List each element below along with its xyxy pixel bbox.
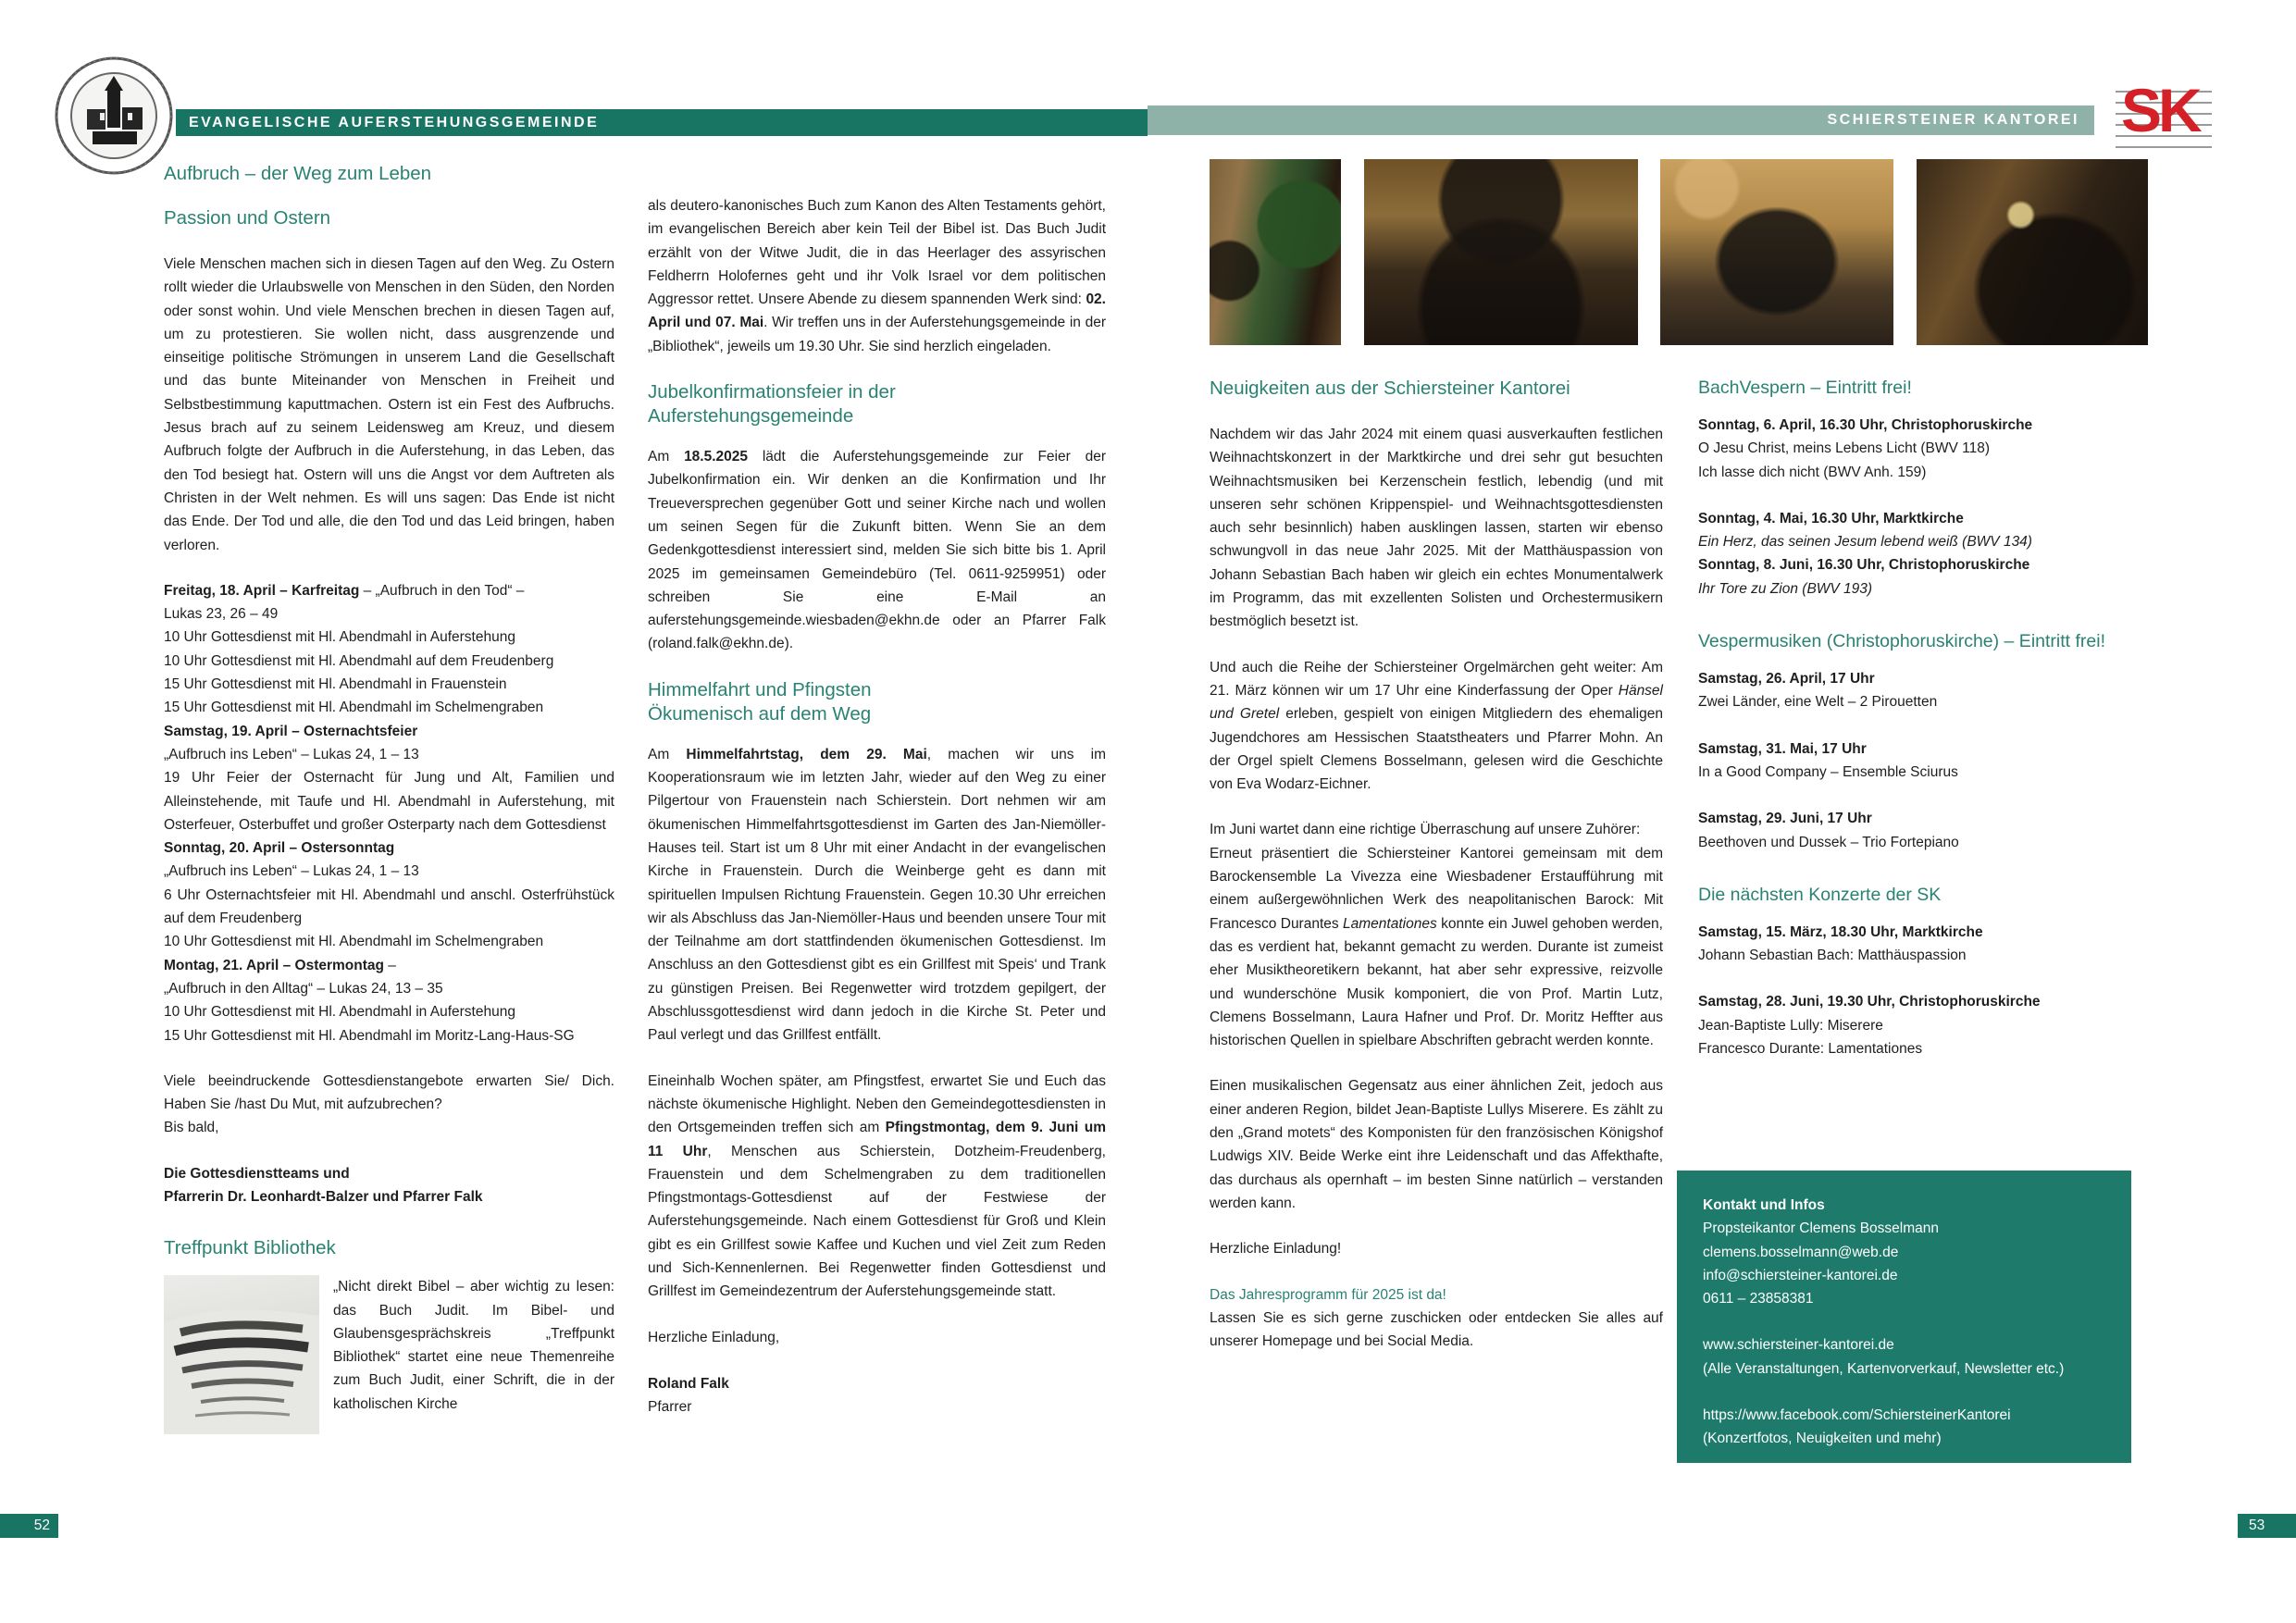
schedule-line: 10 Uhr Gottesdienst mit Hl. Abendmahl auf dem Freudenberg [164, 652, 554, 669]
section-title-neuigkeiten: Neuigkeiten aus der Schiersteiner Kantorei [1210, 378, 1570, 399]
event-line: In a Good Company – Ensemble Sciurus [1698, 763, 1958, 780]
gemeinde-seal-logo [54, 56, 174, 176]
kontakt-line [1703, 1381, 2105, 1404]
schedule-line: 6 Uhr Osternachtsfeier mit Hl. Abendmahl und anschl. Osterfrühstück auf dem Freudenberg [164, 886, 614, 927]
event-line [1698, 967, 2170, 990]
schedule-line: 10 Uhr Gottesdienst mit Hl. Abendmahl im Schelmengraben [164, 934, 544, 950]
jahresprogramm-title: Das Jahresprogramm für 2025 ist da! [1210, 1286, 1446, 1303]
lully-paragraph: Einen musikalischen Gegensatz aus einer ähnlichen Zeit, jedoch aus einer anderen Region, bildet Jean-Baptiste Lullys Miserere. Es zählt zu den „Grand motets“ des Komponisten für den französischen Königshof Ludwigs XIV. Beide Werke eint ihre Leidenschaft und das Affekthafte, das durchaus als opernhaft – im besten Sinne natürlich – verstanden werden kann. [1210, 1078, 1663, 1211]
left-page-header-title: EVANGELISCHE AUFERSTEHUNGSGEMEINDE [189, 114, 600, 130]
bible-photo [164, 1275, 319, 1434]
jahresprogramm-text: Lassen Sie es sich gerne zuschicken oder entdecken Sie alles auf unserer Homepage und bei Social Media. [1210, 1309, 1663, 1350]
durante-paragraph: Erneut präsentiert die Schiersteiner Kantorei gemeinsam mit dem Barockensemble La Vivezza eine Wiesbadener Erstaufführung mit einem außergewöhnlichen Werk des neapolitanischen Barock: Mit Francesco Durantes Lamentationes konnte ein Juwel gehoben werden, das es verdient hat, bekannt gemacht zu werden. Durante ist zumeist eher Musiktheoretikern bekannt, hat aber sehr expressive, reizvolle und wunderschöne Musik komponiert, die von Prof. Martin Lutz, Clemens Bosselmann, Laura Hafner und Prof. Dr. Moritz Heffter aus historischen Quellen in spielbare Abschriften gebracht werden konnte. [1210, 845, 1663, 1049]
schedule-line: Lukas 23, 26 – 49 [164, 606, 279, 623]
article-subtitle: Passion und Ostern [164, 207, 331, 229]
event-line: Samstag, 26. April, 17 Uhr [1698, 671, 1875, 688]
outro-line: Viele beeindruckende Gottesdienstangebote erwarten Sie/ Dich. Haben Sie /hast Du Mut, mit aufzubrechen? [164, 1072, 614, 1113]
signoff-line: Pfarrerin Dr. Leonhardt-Balzer und Pfarrer Falk [164, 1188, 483, 1205]
schedule-line: 19 Uhr Feier der Osternacht für Jung und Alt, Familien und Alleinstehende, mit Taufe und Hl. Abendmahl in Auferstehung, mit Osterfeuer, Osterbuffet und großer Osterparty nach dem Gottesdienst [164, 770, 614, 833]
neuigkeiten-paragraph: Nachdem wir das Jahr 2024 mit einem quasi ausverkauften festlichen Weihnachtskonzert in der Marktkirche und drei sehr gut besuchten Weihnachtsmusiken bei Kerzenschein festlich, lebendig (und mit unseren sehr schönen Krippenspiel- und Weihnachtsgottesdiensten auch sehr besinnlich) haben ausklingen lassen, starten wir ebenso schwungvoll in das neue Jahr 2025. Mit der Matthäuspassion von Johann Sebastian Bach haben wir gleich ein echtes Monumentalwerk im Programm, das mit exzellenten Solisten und Orchestermusikern bestmöglich besetzt ist. [1210, 427, 1663, 630]
right-page-column-1 [1210, 377, 1663, 1353]
schedule-line: 10 Uhr Gottesdienst mit Hl. Abendmahl in Auferstehung [164, 1004, 515, 1021]
title-line: Auferstehungsgemeinde [648, 405, 854, 427]
event-line: Samstag, 15. März, 18.30 Uhr, Marktkirche [1698, 923, 1983, 940]
event-line [1698, 784, 2170, 807]
title-line: Ökumenisch auf dem Weg [648, 702, 872, 725]
left-page-column-1 [164, 162, 614, 1434]
event-line: Sonntag, 4. Mai, 16.30 Uhr, Marktkirche [1698, 510, 1964, 527]
section-title-bibliothek: Treffpunkt Bibliothek [164, 1237, 336, 1259]
schedule-line: 15 Uhr Gottesdienst mit Hl. Abendmahl im Schelmengraben [164, 700, 544, 716]
kontakt-line: 0611 – 23858381 [1703, 1291, 1814, 1307]
article-title: Aufbruch – der Weg zum Leben [164, 163, 432, 184]
title-line: Jubelkonfirmationsfeier in der [648, 381, 896, 403]
pfingsten-paragraph: Eineinhalb Wochen später, am Pfingstfest, erwartet Sie und Euch das nächste ökumenische Highlight. Neben den Gemeindegottesdiensten in den Ortsgemeinden treffen sich am Pfingstmontag, dem 9. Juni um 11 Uhr, Menschen aus Schierstein, Dotzheim-Freudenberg, Frauenstein und dem Schelmengraben zu dem traditionellen Pfingstmontags-Gottesdienst auf der Festwiese der Auferstehungsgemeinde. Nach einem Gottesdienst für Groß und Klein gibt es ein Grillfest sowie Kaffee und Kuchen und viel Zeit zum Reden und Sich-Kennenlernen. Bei Regenwetter finden Gottesdienst und Grillfest im Gemeindezentrum der Auferstehungsgemeinde statt. [648, 1072, 1107, 1300]
event-line: Sonntag, 8. Juni, 16.30 Uhr, Christophoruskirche [1698, 557, 2030, 574]
bibliothek-text: „Nicht direkt Bibel – aber wichtig zu lesen: das Buch Judit. Im Bibel- und Glaubensgesprächskreis „Treffpunkt Bibliothek“ startet eine neue Themenreihe zum Buch Judit, einer Schrift, die in der katholischen Kirche [333, 1279, 614, 1412]
kontakt-infos-box [1677, 1171, 2131, 1493]
event-line: Ein Herz, das seinen Jesum lebend weiß (BWV 134) [1698, 534, 2032, 551]
judit-paragraph: als deutero-kanonisches Buch zum Kanon des Alten Testaments gehört, im evangelischen Bereich aber kein Teil der Bibel ist. Das Buch Judit erzählt von der Witwe Judit, die in das Heerlager des assyrischen Feldherrn Holofernes geht und ihr Volk Israel vor dem politischen Aggressor rettet. Unsere Abende zu diesem spannenden Werk sind: 02. April und 07. Mai. Wir treffen uns in der Auferstehungsgemeinde in der „Bibliothek“, jeweils um 19.30 Uhr. Sie sind herzlich eingeladen. [648, 198, 1106, 354]
kontakt-line: (Konzertfotos, Neuigkeiten und mehr) [1703, 1431, 1942, 1447]
outro-lines [164, 1070, 614, 1140]
concert-photo-4 [1917, 159, 2148, 345]
event-line [1698, 484, 2170, 507]
title-line: Himmelfahrt und Pfingsten [648, 678, 872, 700]
kontakt-line: info@schiersteiner-kantorei.de [1703, 1267, 1898, 1283]
schedule-line: „Aufbruch in den Alltag“ – Lukas 24, 13 – 35 [164, 980, 443, 997]
right-page-column-2 [1698, 377, 2170, 1060]
section-title-jubelkonfirmation [648, 380, 1106, 428]
event-line: BachVespern – Eintritt frei! [1698, 378, 1912, 398]
jubelkonfirmation-paragraph: Am 18.5.2025 lädt die Auferstehungsgemeinde zur Feier der Jubelkonfirmation ein. Wir denken an die Konfirmation und Ihr Treueversprechen gegenüber Gott und seiner Kirche nach und wollen um seinen Segen für die Zukunft bitten. Wenn Sie an dem Gedenkgottesdienst interessiert sind, melden Sie sich bitte bis 1. April 2025 im gemeinsamen Gemeindebüro (Tel. 0611-9259951) oder schreiben Sie eine E-Mail an auferstehungsgemeinde.wiesbaden@ekhn.de oder an Pfarrer Falk (roland.falk@ekhn.de). [648, 449, 1106, 652]
kontakt-line [1703, 1310, 2105, 1333]
outro-line: Bis bald, [164, 1120, 219, 1136]
page-number-right: 53 [2238, 1514, 2296, 1538]
kontakt-line: Propsteikantor Clemens Bosselmann [1703, 1220, 1940, 1237]
schedule-line: Samstag, 19. April – Osternachtsfeier [164, 723, 418, 739]
left-page-column-2 [648, 194, 1106, 1419]
schedule-line: 15 Uhr Gottesdienst mit Hl. Abendmahl in Frauenstein [164, 676, 507, 693]
kontakt-line [1703, 1451, 2105, 1474]
page-number-left: 52 [0, 1514, 58, 1538]
signature-name: Roland Falk [648, 1375, 729, 1392]
schedule-line: Montag, 21. April – Ostermontag – [164, 957, 396, 973]
signoff-line: Die Gottesdienstteams und [164, 1165, 350, 1182]
event-line: Samstag, 28. Juni, 19.30 Uhr, Christophoruskirche [1698, 994, 2041, 1010]
event-line: Die nächsten Konzerte der SK [1698, 884, 1942, 905]
right-page-header-bar [1148, 105, 2094, 135]
event-line: Samstag, 31. Mai, 17 Uhr [1698, 740, 1867, 757]
schedule-line: Sonntag, 20. April – Ostersonntag [164, 840, 395, 857]
schedule-line: Freitag, 18. April – Karfreitag – „Aufbruch in den Tod“ – [164, 582, 525, 599]
right-page-header-title: SCHIERSTEINER KANTOREI [1827, 112, 2079, 128]
event-line: Johann Sebastian Bach: Matthäuspassion [1698, 948, 1967, 964]
himmelfahrt-paragraph: Am Himmelfahrtstag, dem 29. Mai, machen wir uns im Kooperationsraum wie im letzten Jahr, wieder auf den Weg zu einer Pilgertour von Frauenstein nach Schierstein. Dort nehmen wir am ökumenischen Himmelfahrtsgottesdienst im Garten des Jan-Niemöller-Hauses teil. Start ist um 8 Uhr mit einer Andacht in der evangelischen Kirche in Frauenstein. Durch die Weinberge geht es dann mit spirituellen Impulsen Richtung Frauenstein. Gegen 10.30 Uhr erreichen wir als Abschluss das Jan-Niemöller-Haus und beenden unsere Tour mit der Teilnahme am dort stattfindenden ökumenischen Gottesdienst. Im Anschluss an den Gottesdienst gibt es ein Grillfest mit Speis‘ und Trank zu günstigen Preisen. Bei Regenwetter wird trotzdem gepilgert, der Abschlussgottesdienst wird dann jedoch in die Kirche St. Peter und Paul verlegt und das Grillfest entfällt. [648, 746, 1106, 1044]
event-line: O Jesu Christ, meins Lebens Licht (BWV 118) [1698, 440, 1991, 457]
schedule-line: 10 Uhr Gottesdienst mit Hl. Abendmahl in Auferstehung [164, 629, 515, 646]
invitation-line: Herzliche Einladung, [648, 1329, 780, 1345]
concert-photo-strip [1210, 159, 2148, 345]
event-line: Samstag, 29. Juni, 17 Uhr [1698, 811, 1872, 827]
concert-photo-2 [1364, 159, 1638, 345]
kontakt-line: clemens.bosselmann@web.de [1703, 1244, 1899, 1260]
event-line: Ihr Tore zu Zion (BWV 193) [1698, 580, 1873, 597]
bibliothek-block [164, 1275, 614, 1434]
event-line: Sonntag, 6. April, 16.30 Uhr, Christophoruskirche [1698, 417, 2033, 433]
event-line: Jean-Baptiste Lully: Miserere [1698, 1017, 1883, 1034]
signoff-lines [164, 1162, 614, 1209]
juni-teaser-line: Im Juni wartet dann eine richtige Überraschung auf unsere Zuhörer: [1210, 822, 1641, 838]
kontakt-line: www.instagram.com/schiersteiner_kantorei [1703, 1477, 1976, 1493]
kontakt-line: https://www.facebook.com/SchiersteinerKantorei [1703, 1407, 2011, 1424]
event-line: Zwei Länder, eine Welt – 2 Pirouetten [1698, 694, 1938, 711]
concert-photo-1 [1210, 159, 1341, 345]
event-line: Francesco Durante: Lamentationes [1698, 1041, 1923, 1058]
kontakt-line: www.schiersteiner-kantorei.de [1703, 1337, 1894, 1354]
signature-role: Pfarrer [648, 1399, 692, 1416]
intro-paragraph: Viele Menschen machen sich in diesen Tagen auf den Weg. Zu Ostern rollt wieder die Urlaubswelle von Menschen in den Süden, den Norden oder sonst wohin. Und viele Menschen brechen in diesen Tagen auf, um zu protestieren. Sie wollen nicht, dass ausgrenzende und einseitige politische Strömungen in unserem Land die Gesellschaft und das bunte Miteinander von Menschen in Freiheit und Selbstbestimmung kaputtmachen. Ostern ist ein Fest des Aufbruchs. Jesus brach auf zu seinem Leidensweg am Kreuz, und diesem Aufbruch folgte der Aufbruch in die Auferstehung, in das Leben, das den Tod besiegt hat. Ostern will uns die Angst vor dem Auftreten als Christen in der Welt nehmen. Es will uns sagen: Das Ende ist nicht das Ende. Der Tod und alle, die den Tod und das Leid bringen, haben verloren. [164, 256, 614, 553]
event-line [1698, 714, 2170, 737]
event-line: Vespermusiken (Christophoruskirche) – Eintritt frei! [1698, 631, 2105, 652]
kontakt-line: (Alle Veranstaltungen, Kartenvorverkauf, Newsletter etc.) [1703, 1360, 2065, 1377]
event-line: Ich lasse dich nicht (BWV Anh. 159) [1698, 464, 1927, 480]
staff-line-icon [2116, 146, 2212, 148]
sk-kantorei-logo [2116, 76, 2212, 148]
kontakt-line: Kontakt und Infos [1703, 1197, 1825, 1213]
left-page-header-bar [176, 109, 1148, 136]
schedule-line: „Aufbruch ins Leben“ – Lukas 24, 1 – 13 [164, 746, 419, 762]
sk-logo-letters: SK [2121, 76, 2199, 144]
invitation-line: Herzliche Einladung! [1210, 1241, 1342, 1258]
schedule-line: „Aufbruch ins Leben“ – Lukas 24, 1 – 13 [164, 863, 419, 880]
orgelmaerchen-paragraph: Und auch die Reihe der Schiersteiner Orgelmärchen geht weiter: Am 21. März können wir um 17 Uhr eine Kinderfassung der Oper Hänsel und Gretel erleben, gespielt von einigen Mitgliedern des ehemaligen Jugendchores am Hessischen Staatstheaters und Pfarrer Mohn. An der Orgel spielt Clemens Bosselmann, gelesen wird die Geschichte von Eva Wodarz-Eichner. [1210, 659, 1663, 793]
schedule-line: 15 Uhr Gottesdienst mit Hl. Abendmahl im Moritz-Lang-Haus-SG [164, 1027, 575, 1044]
easter-service-schedule [164, 579, 614, 1047]
concert-photo-3 [1660, 159, 1893, 345]
section-title-himmelfahrt [648, 678, 1106, 726]
event-line: Beethoven und Dussek – Trio Fortepiano [1698, 834, 1959, 850]
